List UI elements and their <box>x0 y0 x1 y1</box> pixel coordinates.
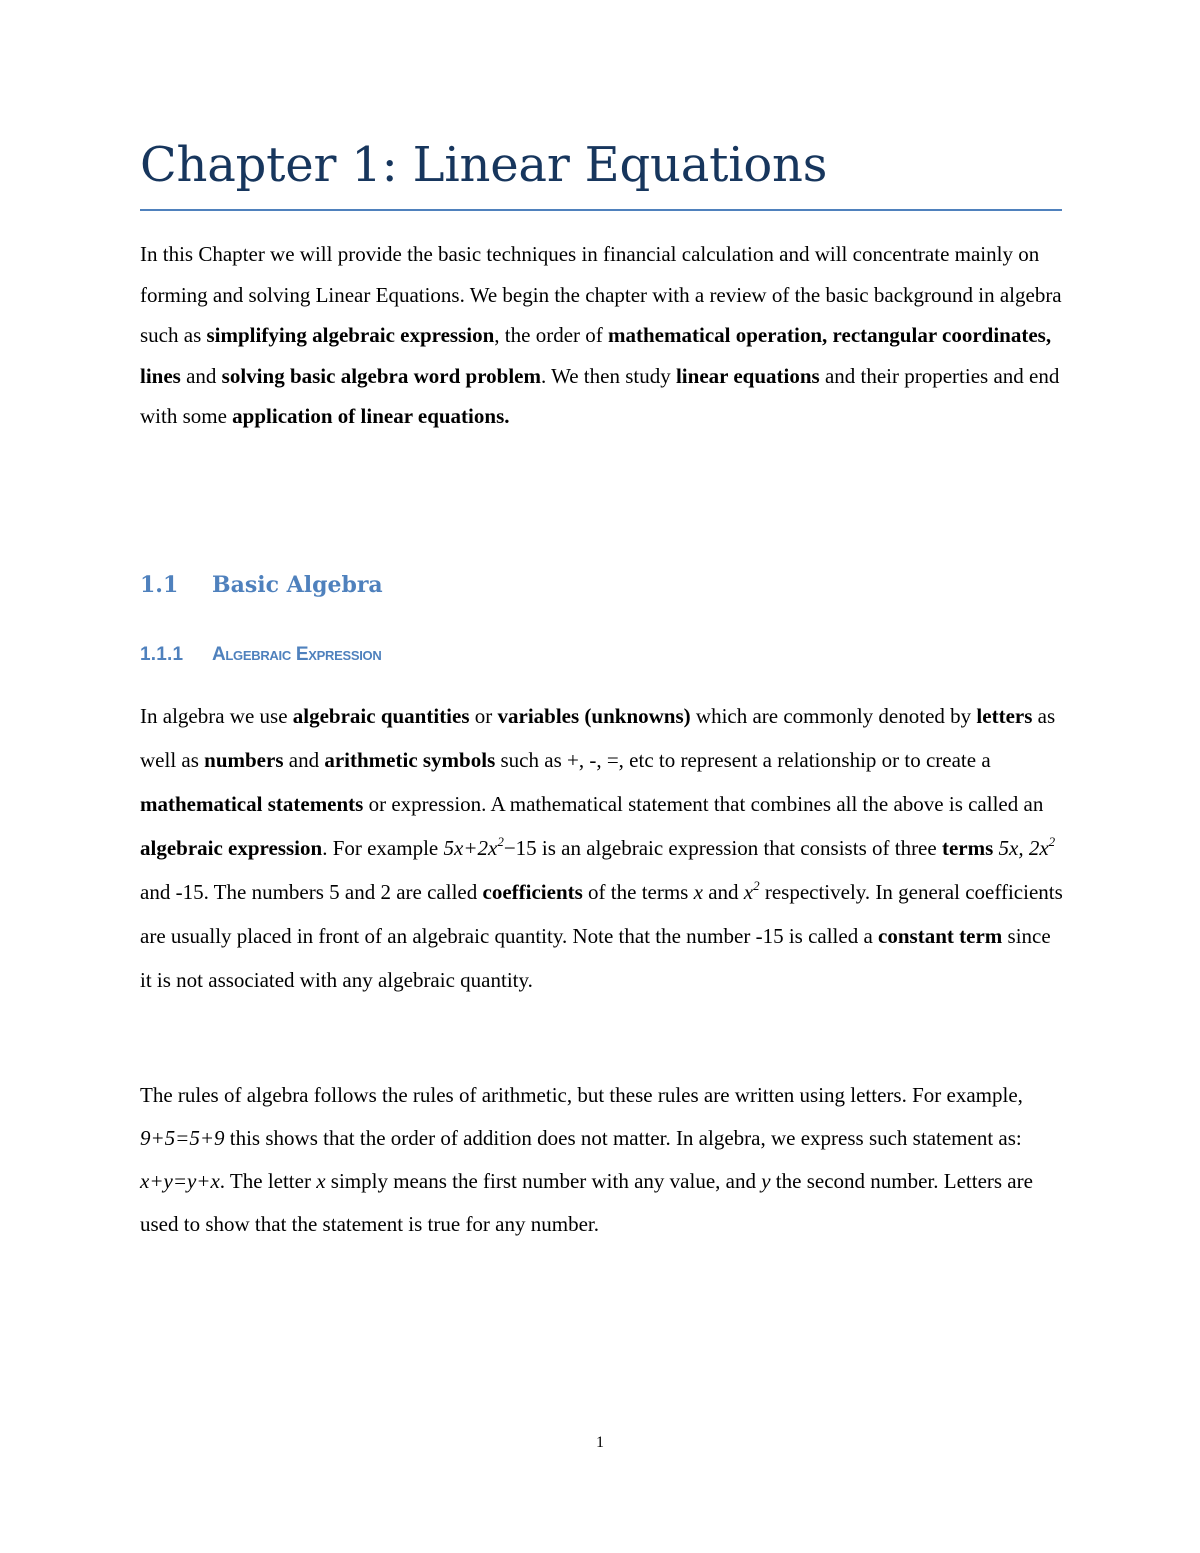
p1-text-5: and <box>283 748 325 772</box>
p1-text-8: . For example <box>322 836 444 860</box>
math-commutative-example: x+y=y+x <box>140 1169 220 1193</box>
p2-text-1: The rules of algebra follows the rules of arithmetic, but these rules are written using letters. For example, <box>140 1083 1023 1107</box>
chapter-title: Chapter 1: Linear Equations <box>140 137 828 193</box>
p2-text-3: . The letter <box>219 1169 317 1193</box>
intro-bold-5: application of linear equations. <box>232 404 510 428</box>
intro-text-4: . We then study <box>540 363 676 388</box>
algebra-rules-paragraph <box>140 1074 1065 1246</box>
math-letter-y: y <box>761 1169 771 1193</box>
p1-bold-10: constant term <box>878 924 1003 948</box>
section-number: 1.1 <box>140 572 179 598</box>
subsection-number: 1.1.1 <box>140 644 184 665</box>
subsection-heading <box>140 644 381 666</box>
p1-text-9: is an algebraic expression that consists of three <box>536 836 942 860</box>
math-terms-main: 5x, 2x <box>998 836 1049 860</box>
p1-bold-4: numbers <box>204 748 284 772</box>
title-underline-rule <box>140 209 1062 211</box>
math-variable-x-squared <box>744 880 760 904</box>
math-letter-x: x <box>316 1169 326 1193</box>
section-heading <box>140 572 383 598</box>
section-title: Basic Algebra <box>212 572 383 598</box>
math-x-exponent: 2 <box>753 878 760 893</box>
intro-text-5: and their properties and end with some <box>140 363 1060 428</box>
p1-bold-1: algebraic quantities <box>292 704 470 728</box>
p1-bold-6: mathematical statements <box>140 792 364 816</box>
p2-text-4: simply means the first number with any value, and <box>325 1169 762 1193</box>
p1-text-6: such as +, -, =, etc to represent a relationship or to create a <box>495 748 991 772</box>
algebraic-expression-paragraph <box>140 694 1065 1002</box>
intro-paragraph <box>140 234 1065 437</box>
math-expression-example <box>444 836 537 860</box>
p1-bold-9: coefficients <box>482 880 583 904</box>
math-expression-main: 5x+2x <box>443 836 498 860</box>
p1-text-11: of the terms <box>582 880 694 904</box>
p1-text-10: and -15. The numbers 5 and 2 are called <box>140 880 483 904</box>
math-x-base: x <box>743 880 754 904</box>
p1-bold-7: algebraic expression <box>140 836 323 860</box>
p1-text-12: and <box>702 880 744 904</box>
p1-bold-5: arithmetic symbols <box>324 748 496 772</box>
intro-text-3: and <box>180 363 222 388</box>
p1-text-1: In algebra we use <box>140 704 293 728</box>
p1-bold-2: variables (unknowns) <box>497 704 691 728</box>
intro-bold-3: solving basic algebra word problem <box>221 363 541 388</box>
math-addition-example: 9+5=5+9 <box>140 1126 225 1150</box>
intro-bold-4: linear equations <box>675 363 820 388</box>
p1-bold-8: terms <box>941 836 994 860</box>
math-variable-x: x <box>693 880 703 904</box>
intro-bold-1: simplifying algebraic expression <box>206 323 495 347</box>
p1-text-14: since it is not associated with any algebraic quantity. <box>140 924 1051 992</box>
intro-text-1: In this Chapter we will provide the basic techniques in financial calculation and will concentrate mainly on forming and solving Linear Equations. We begin the chapter with a review of the basic background in algebra such as <box>140 242 1062 347</box>
p2-text-2: this shows that the order of addition does not matter. In algebra, we express such statement as: <box>224 1126 1022 1150</box>
intro-bold-2: mathematical operation, rectangular coordinates, lines <box>140 323 1052 388</box>
math-terms <box>999 836 1056 860</box>
p1-text-3: which are commonly denoted by <box>690 704 977 728</box>
p1-text-7: or expression. A mathematical statement that combines all the above is called an <box>363 792 1044 816</box>
page-number: 1 <box>596 1434 604 1451</box>
subsection-title: Algebraic Expression <box>212 644 382 665</box>
p1-text-13: respectively. In general coefficients are usually placed in front of an algebraic quantity. Note that the number -15 is called a <box>140 880 1063 948</box>
p2-text-5: the second number. Letters are used to show that the statement is true for any number. <box>140 1169 1033 1236</box>
p1-text-4: as well as <box>140 704 1056 772</box>
math-terms-exponent: 2 <box>1048 834 1056 849</box>
p1-text-2: or <box>469 704 498 728</box>
intro-text-2: , the order of <box>494 323 609 347</box>
math-expression-tail: −15 <box>503 836 537 860</box>
p1-bold-3: letters <box>976 704 1033 728</box>
math-expression-exponent: 2 <box>497 834 504 849</box>
